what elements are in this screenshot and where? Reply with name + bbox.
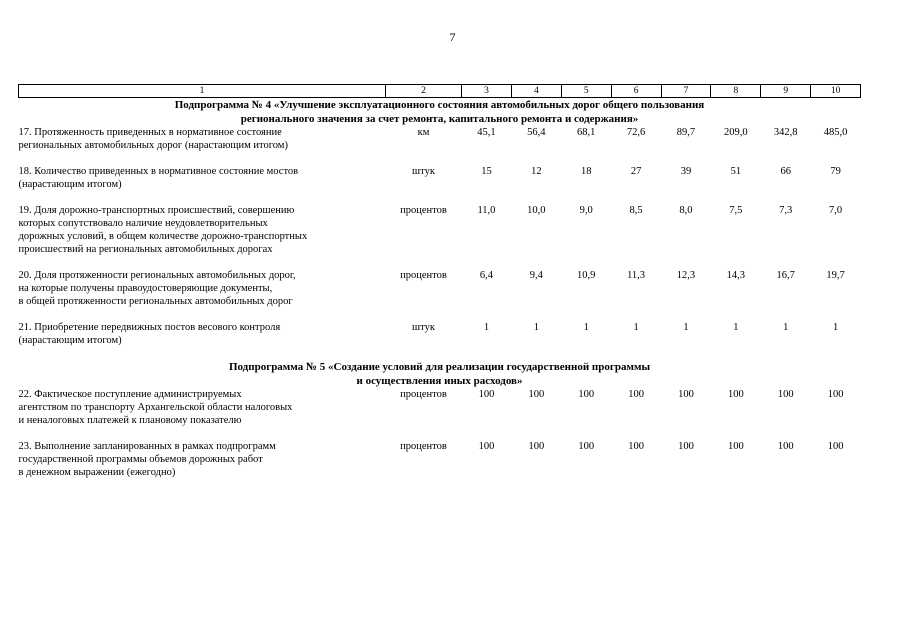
indicator-value: 72,6 xyxy=(626,127,646,138)
indicator-value: 1 xyxy=(733,322,739,333)
indicator-value: 9,0 xyxy=(579,205,593,216)
indicator-name-line: происшествий на региональных автомобильных дорогах xyxy=(18,244,273,255)
table-body xyxy=(19,98,861,493)
indicator-value: 209,0 xyxy=(724,127,748,138)
indicator-row xyxy=(19,388,861,440)
indicator-value: 100 xyxy=(478,389,495,400)
indicator-row xyxy=(19,321,861,360)
indicator-value: 8,0 xyxy=(679,205,693,216)
indicator-value: 9,4 xyxy=(529,270,543,281)
subprogram-title-line: Подпрограмма № 4 «Улучшение эксплуатационного состояния автомобильных дорог общего пользования xyxy=(174,99,705,111)
indicator-value: 12 xyxy=(531,166,542,177)
indicator-name-line: которых сопутствовало наличие неудовлетворительных xyxy=(18,218,268,229)
indicator-value: 14,3 xyxy=(726,270,745,281)
column-header: 1 xyxy=(19,85,386,98)
column-header: 7 xyxy=(661,85,711,98)
indicator-name-line: 17. Протяженность приведенных в нормативное состояние xyxy=(18,127,282,138)
indicator-value: 100 xyxy=(578,441,595,452)
page-number: 7 xyxy=(449,30,456,44)
indicator-value: 8,5 xyxy=(629,205,643,216)
indicator-value: 39 xyxy=(680,166,692,177)
indicator-value: 19,7 xyxy=(826,270,845,281)
indicator-name xyxy=(19,269,386,321)
indicator-name-line: государственной программы объемов дорожных работ xyxy=(18,454,263,465)
indicator-value: 16,7 xyxy=(776,270,795,281)
subprogram-heading-row xyxy=(19,98,861,127)
indicator-value: 45,1 xyxy=(477,127,496,138)
indicator-value: 56,4 xyxy=(527,127,546,138)
indicator-name xyxy=(19,440,386,492)
indicator-row xyxy=(19,165,861,204)
indicator-value: 7,0 xyxy=(829,205,843,216)
indicator-value: 18 xyxy=(580,166,592,177)
indicator-name-line: и неналоговых платежей к плановому показателю xyxy=(18,415,242,426)
subprogram-title-line: и осуществления иных расходов» xyxy=(356,375,523,387)
column-header: 10 xyxy=(811,85,861,98)
indicator-name-line: 22. Фактическое поступление администрируемых xyxy=(18,389,242,400)
indicator-name-line: (нарастающим итогом) xyxy=(18,335,122,346)
indicator-name-line: дорожных условий, в общем количестве дорожно-транспортных xyxy=(18,231,308,242)
indicator-row xyxy=(19,440,861,492)
indicator-value: 1 xyxy=(483,322,490,333)
indicator-name-line: в общей протяженности региональных автомобильных дорог xyxy=(18,296,293,307)
indicator-value: 6,4 xyxy=(479,270,493,281)
indicator-unit: процентов xyxy=(400,441,447,452)
indicator-name-line: агентством по транспорту Архангельской области налоговых xyxy=(18,402,293,413)
subprogram-title xyxy=(19,360,861,388)
indicator-value: 100 xyxy=(827,389,844,400)
indicator-value: 27 xyxy=(630,166,642,177)
indicator-value: 100 xyxy=(827,441,844,452)
indicator-value: 79 xyxy=(830,166,841,177)
indicator-value: 100 xyxy=(678,441,694,452)
indicator-value: 342,8 xyxy=(773,127,798,138)
column-header: 5 xyxy=(561,85,611,98)
subprogram-title-line: Подпрограмма № 5 «Создание условий для реализации государственной программы xyxy=(228,361,651,373)
indicator-name-line: 23. Выполнение запланированных в рамках подпрограмм xyxy=(18,441,276,452)
indicator-value: 100 xyxy=(628,441,644,452)
indicator-value: 100 xyxy=(777,389,794,400)
indicator-value: 68,1 xyxy=(577,127,596,138)
indicator-unit: штук xyxy=(412,322,435,333)
indicator-value: 1 xyxy=(683,322,689,333)
indicator-value: 100 xyxy=(777,441,794,452)
indicator-name xyxy=(19,204,386,269)
indicator-value: 51 xyxy=(730,166,742,177)
indicators-table xyxy=(18,84,861,492)
indicator-value: 1 xyxy=(633,322,639,333)
column-header: 6 xyxy=(611,85,661,98)
indicator-value: 100 xyxy=(478,441,495,452)
indicator-value: 66 xyxy=(780,166,791,177)
indicator-name xyxy=(19,388,386,440)
indicator-name-line: 18. Количество приведенных в нормативное состояние мостов xyxy=(18,166,299,177)
indicator-name xyxy=(19,321,386,360)
indicator-value: 485,0 xyxy=(823,127,848,138)
indicator-row xyxy=(19,126,861,165)
indicator-value: 12,3 xyxy=(676,270,696,281)
indicator-value: 100 xyxy=(727,389,744,400)
indicator-value: 100 xyxy=(628,389,644,400)
indicator-name-line: 20. Доля протяженности региональных автомобильных дорог, xyxy=(18,270,296,281)
subprogram-title-line: регионального значения за счет ремонта, капитального ремонта и содержания» xyxy=(240,113,639,125)
indicator-value: 10,9 xyxy=(577,270,596,281)
column-header: 4 xyxy=(511,85,561,98)
column-header: 2 xyxy=(386,85,462,98)
indicator-unit: процентов xyxy=(400,270,447,281)
indicator-unit: процентов xyxy=(400,205,447,216)
subprogram-title xyxy=(19,98,861,127)
indicator-value: 1 xyxy=(783,322,789,333)
indicator-name-line: региональных автомобильных дорог (нарастающим итогом) xyxy=(18,140,288,151)
indicator-value: 89,7 xyxy=(676,127,696,138)
indicator-value: 100 xyxy=(678,389,694,400)
indicator-unit: штук xyxy=(412,166,435,177)
indicator-value: 100 xyxy=(727,441,744,452)
indicator-value: 11,0 xyxy=(477,205,496,216)
indicator-value: 100 xyxy=(528,389,545,400)
indicator-name-line: 19. Доля дорожно-транспортных происшествий, совершению xyxy=(18,205,295,216)
column-header: 9 xyxy=(761,85,811,98)
subprogram-heading-row xyxy=(19,360,861,388)
column-number-header xyxy=(19,85,861,98)
indicator-row xyxy=(19,269,861,321)
indicator-unit: процентов xyxy=(400,389,447,400)
indicator-row xyxy=(19,204,861,269)
indicator-value: 11,3 xyxy=(627,270,646,281)
column-header: 3 xyxy=(462,85,512,98)
indicator-value: 100 xyxy=(578,389,595,400)
indicator-value: 7,3 xyxy=(779,205,793,216)
indicator-value: 1 xyxy=(583,322,589,333)
indicator-name xyxy=(19,126,386,165)
indicator-value: 1 xyxy=(533,322,539,333)
indicator-value: 100 xyxy=(528,441,545,452)
indicator-unit: км xyxy=(417,127,430,138)
indicator-value: 7,5 xyxy=(729,205,743,216)
column-header: 8 xyxy=(711,85,761,98)
indicator-name-line: 21. Приобретение передвижных постов весового контроля xyxy=(18,322,281,333)
indicator-name-line: (нарастающим итогом) xyxy=(18,179,122,190)
indicator-value: 10,0 xyxy=(527,205,546,216)
indicator-name-line: в денежном выражении (ежегодно) xyxy=(18,467,176,478)
indicator-name-line: на которые получены правоудостоверяющие документы, xyxy=(18,283,273,294)
indicator-value: 1 xyxy=(832,322,839,333)
indicator-value: 15 xyxy=(481,166,492,177)
indicator-name xyxy=(19,165,386,204)
